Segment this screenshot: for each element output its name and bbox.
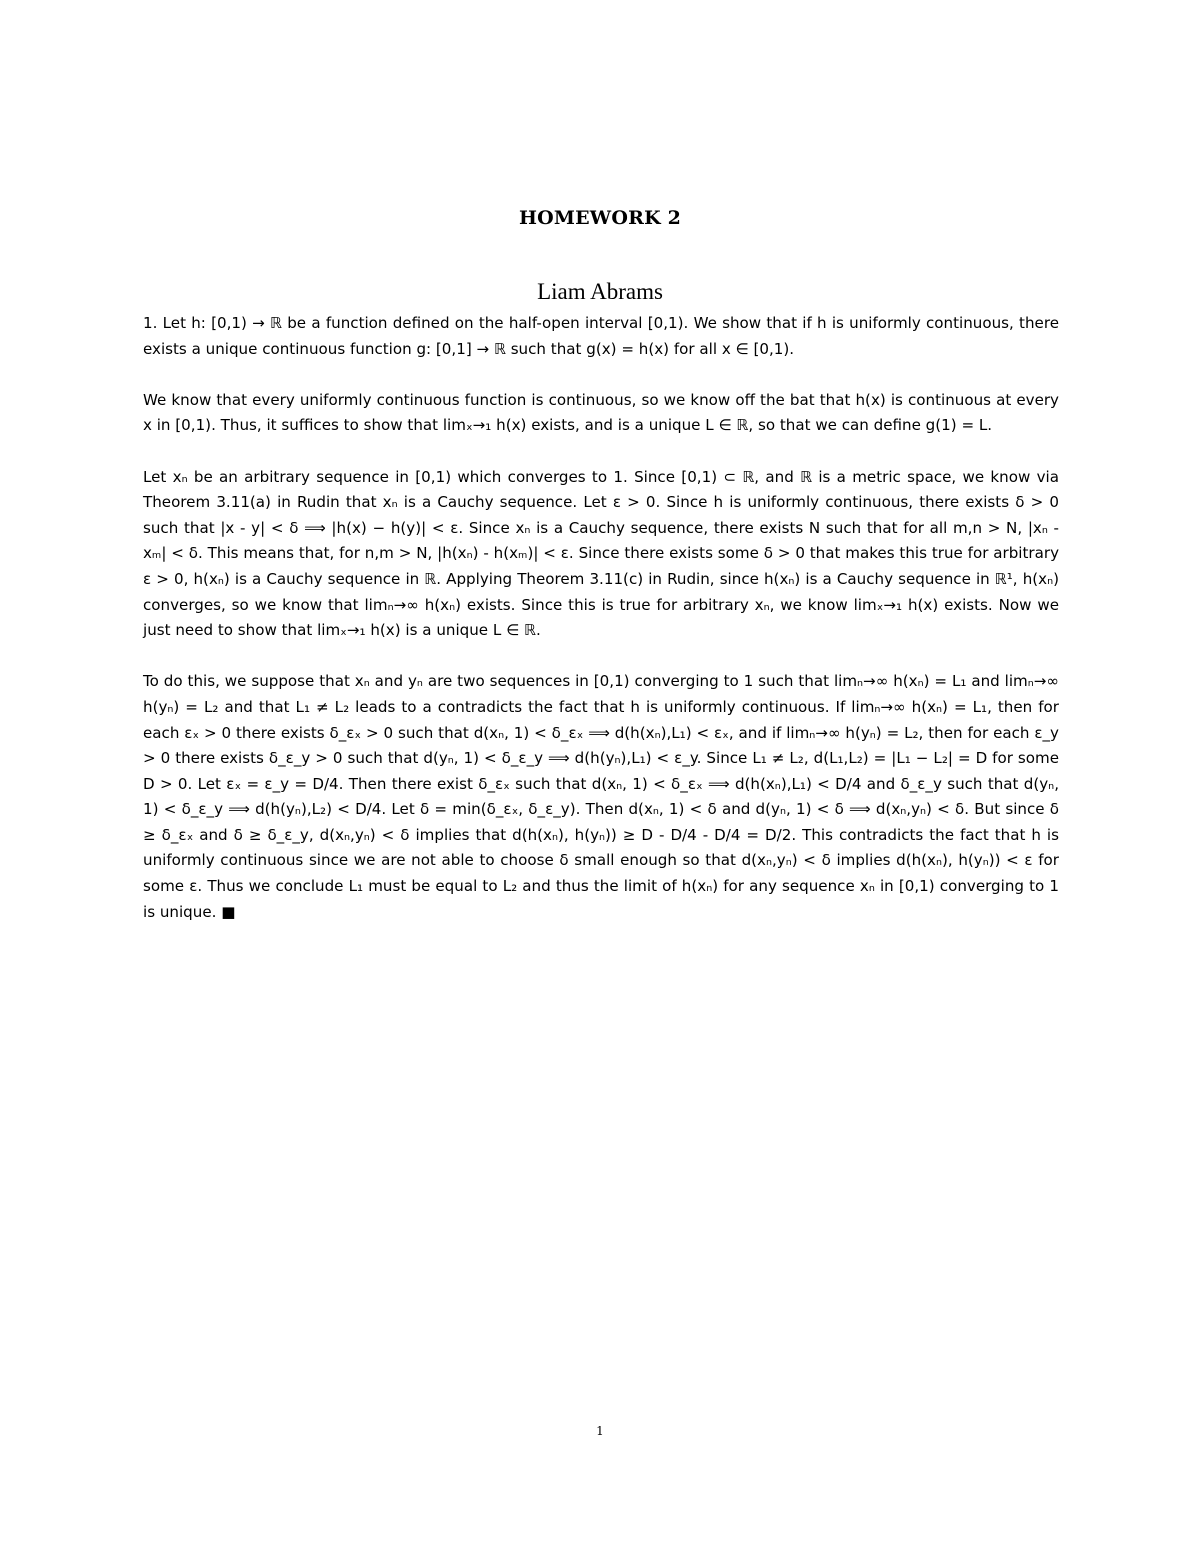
page-number: 1 [596,1424,604,1438]
paragraph-problem-statement: 1. Let h: [0,1) → ℝ be a function defined on the half-open interval [0,1). We show that if h is uniformly continuous, there exists a unique continuous function g: [0,1] → ℝ such that g(x) = h(x) for all x ∈ [0,1). [143,314,1059,358]
paragraph-cauchy-sequence: Let xₙ be an arbitrary sequence in [0,1) which converges to 1. Since [0,1) ⊂ ℝ, and ℝ is a metric space, we know via Theorem 3.11(a) in Rudin that xₙ is a Cauchy sequence. Let ε > 0. Since h is uniformly continuous, there exists δ > 0 such that |x - y| < δ ⟹ |h(x) − h(y)| < ε. Since xₙ is a Cauchy sequence, there exists N such that for all m,n > N, |xₙ - xₘ| < δ. This means that, for n,m > N, |h(xₙ) - h(xₘ)| < ε. Since there exists some δ > 0 that makes this true for arbitrary ε > 0, h(xₙ) is a Cauchy sequence in ℝ. Applying Theorem 3.11(c) in Rudin, since h(xₙ) is a Cauchy sequence in ℝ¹, h(xₙ) converges, so we know that limₙ→∞ h(xₙ) exists. Since this is true for arbitrary xₙ, we know limₓ→₁ h(x) exists. Now we just need to show that limₓ→₁ h(x) is a unique L ∈ ℝ. [143,467,1059,640]
document-body [143,311,1059,951]
paragraph-uniqueness: To do this, we suppose that xₙ and yₙ are two sequences in [0,1) converging to 1 such that limₙ→∞ h(xₙ) = L₁ and limₙ→∞ h(yₙ) = L₂ and that L₁ ≠ L₂ leads to a contradicts the fact that h is uniformly continuous. If limₙ→∞ h(xₙ) = L₁, then for each εₓ > 0 there exists δ_εₓ > 0 such that d(xₙ, 1) < δ_εₓ ⟹ d(h(xₙ),L₁) < εₓ, and if limₙ→∞ h(yₙ) = L₂, then for each ε_y > 0 there exists δ_ε_y > 0 such that d(yₙ, 1) < δ_ε_y ⟹ d(h(yₙ),L₁) < ε_y. Since L₁ ≠ L₂, d(L₁,L₂) = |L₁ − L₂| = D for some D > 0. Let εₓ = ε_y = D/4. Then there exist δ_εₓ such that d(xₙ, 1) < δ_εₓ ⟹ d(h(xₙ),L₁) < D/4 and δ_ε_y such that d(yₙ, 1) < δ_ε_y ⟹ d(h(yₙ),L₂) < D/4. Let δ = min(δ_εₓ, δ_ε_y). Then d(xₙ, 1) < δ and d(yₙ, 1) < δ ⟹ d(xₙ,yₙ) < δ. But since δ ≥ δ_εₓ and δ ≥ δ_ε_y, d(xₙ,yₙ) < δ implies that d(h(xₙ), h(yₙ)) ≥ D - D/4 - D/4 = D/2. This contradicts the fact that h is uniformly continuous since we are not able to choose δ small enough so that d(xₙ,yₙ) < δ implies d(h(xₙ), h(yₙ)) < ε for some ε. Thus we conclude L₁ must be equal to L₂ and thus the limit of h(xₙ) for any sequence xₙ in [0,1) converging to 1 is unique. ■ [143,672,1059,921]
author-name: Liam Abrams [537,279,663,304]
document-title: HOMEWORK 2 [518,207,682,229]
paragraph-continuity: We know that every uniformly continuous function is continuous, so we know off the bat that h(x) is continuous at every x in [0,1). Thus, it suffices to show that limₓ→₁ h(x) exists, and is a unique L ∈ ℝ, so that we can define g(1) = L. [143,390,1059,435]
